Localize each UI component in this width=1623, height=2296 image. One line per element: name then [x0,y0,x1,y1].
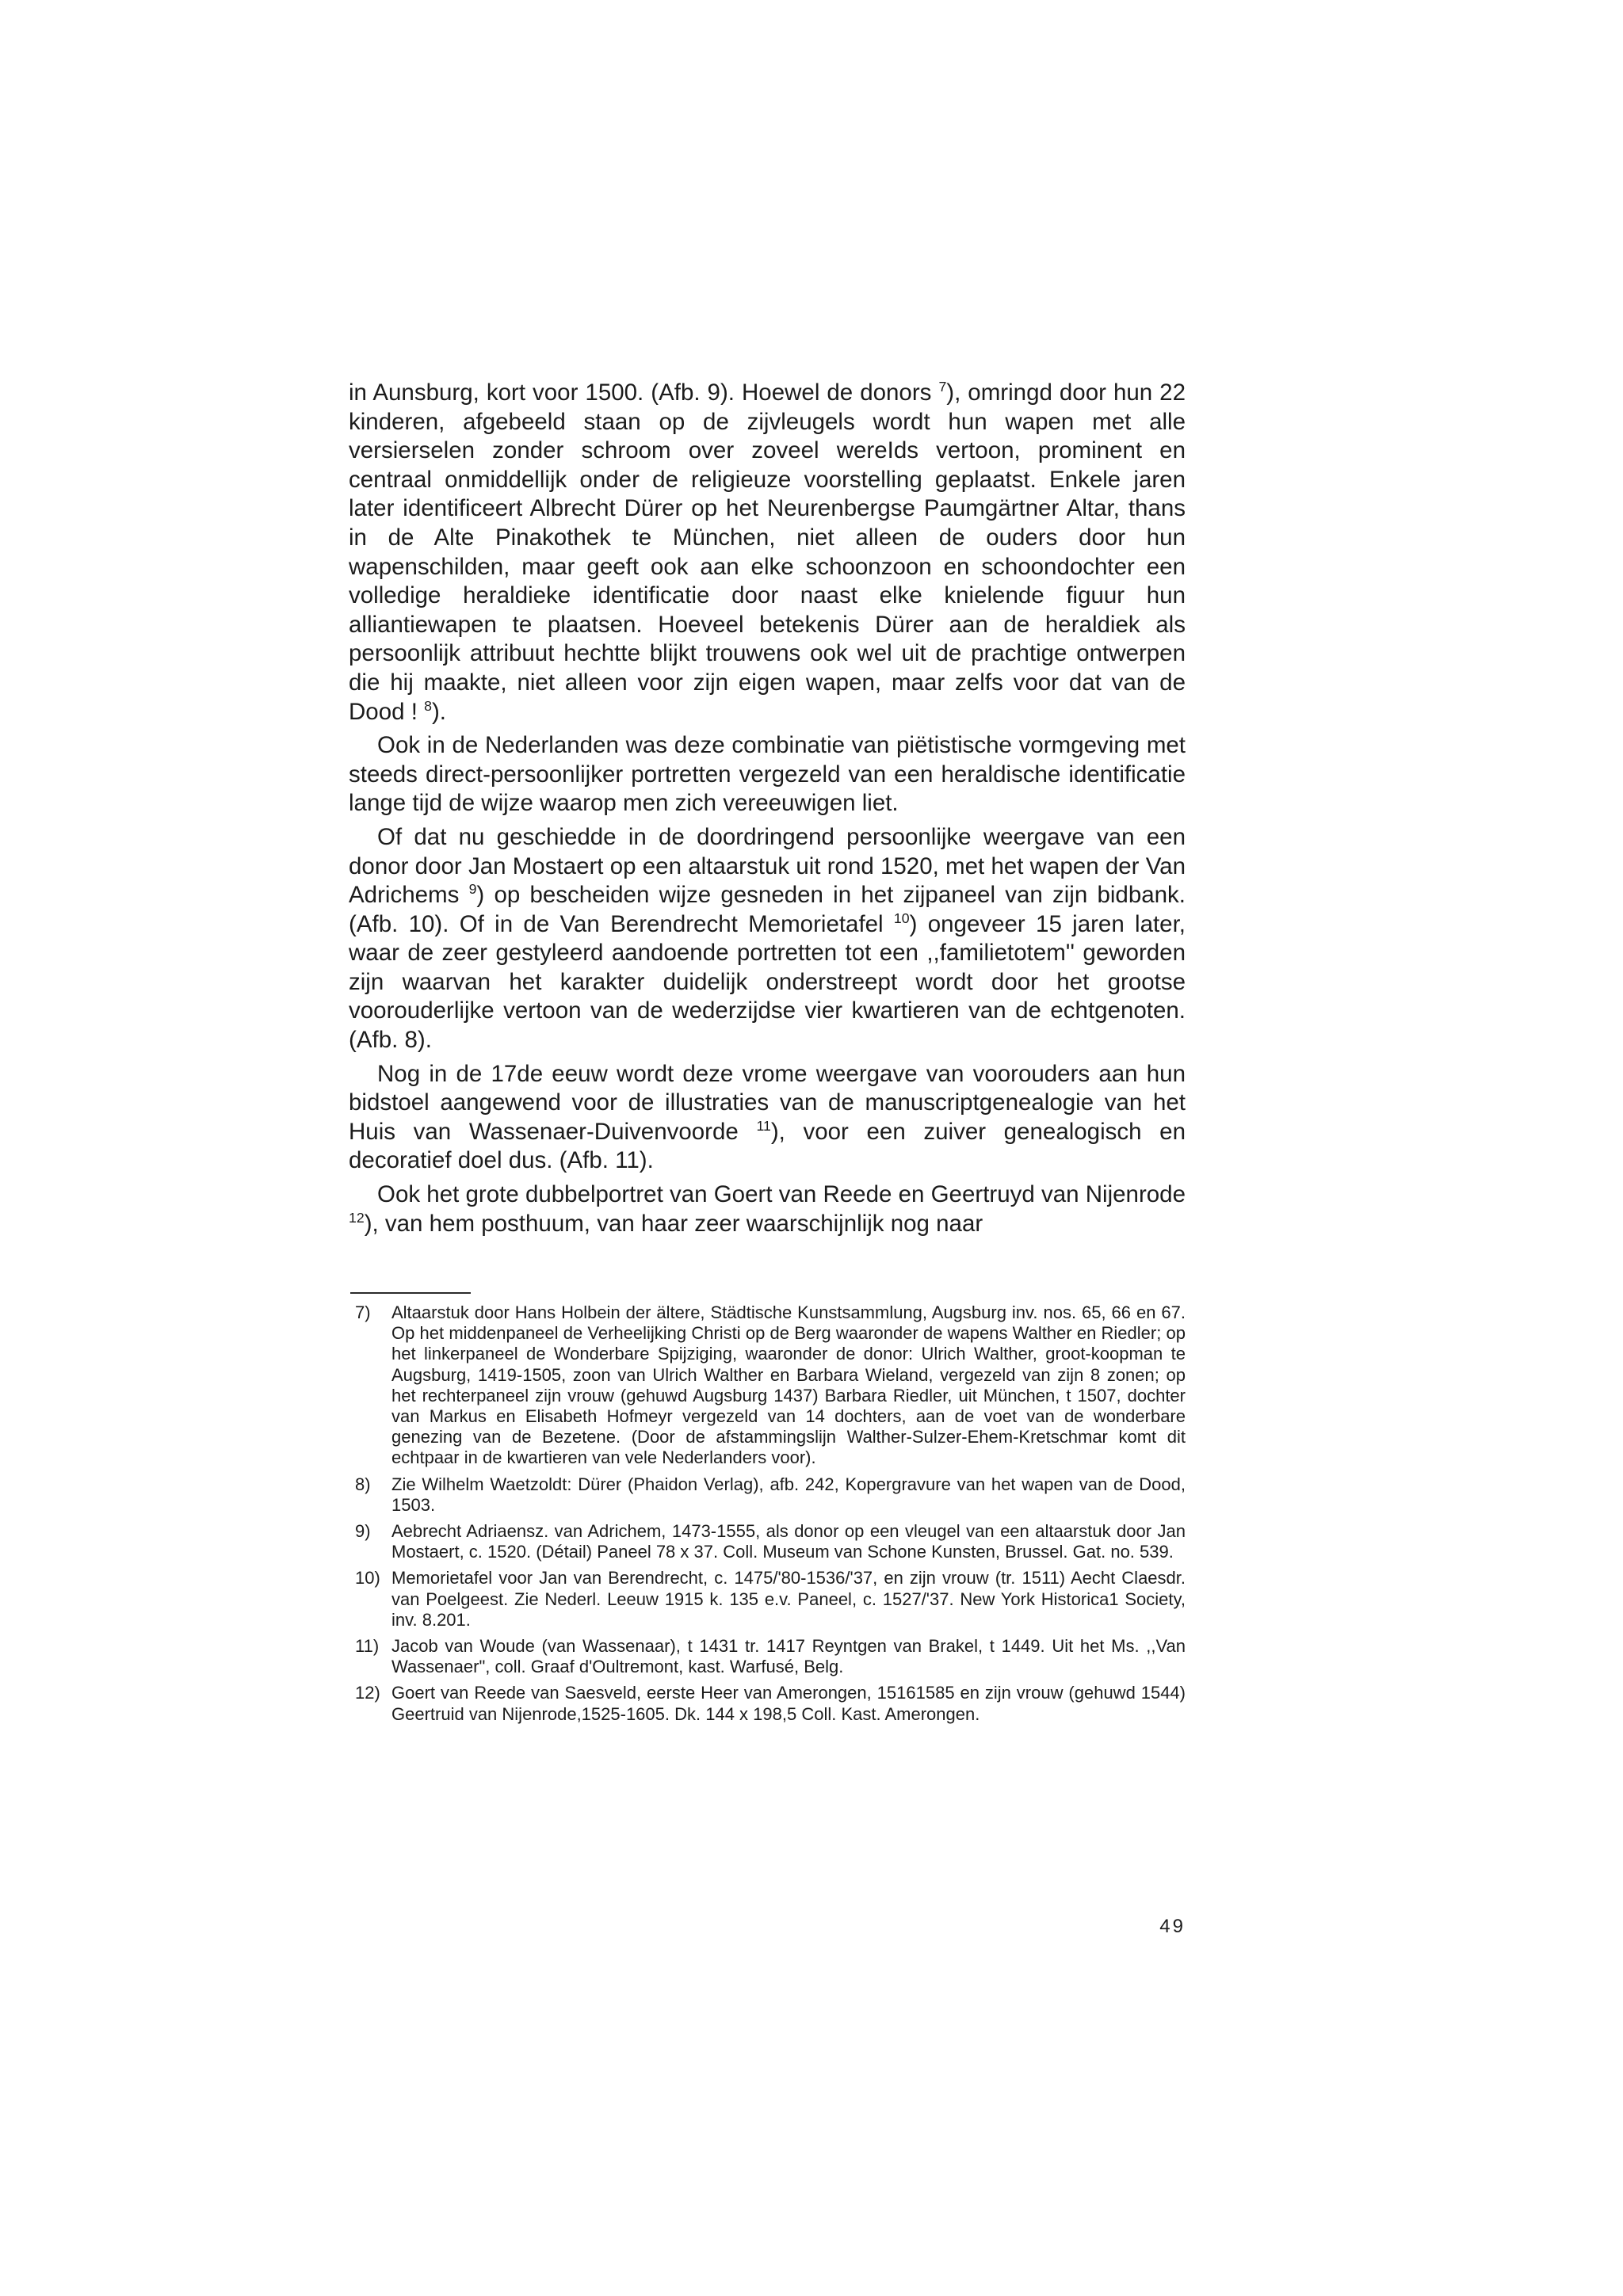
footnote-10 [350,1568,1186,1630]
text-run: Of dat nu geschiedde in de doordringend persoonlijke weergave van een donor door Jan Mostaert op een altaarstuk uit rond 1520, met het wapen der Van Adrichems [349,823,1186,909]
text-run: in Aunsburg, kort voor 1500. (Afb. 9). Hoewel de donors [349,379,939,406]
page-number: 49 [1159,1916,1186,1937]
footnote-text: Memorietafel voor Jan van Berendrecht, c. 1475/'80-1536/'37, en zijn vrouw (tr. 1511) Aecht Claesdr. van Poelgeest. Zie Nederl. Leeuw 1915 k. 135 e.v. Paneel, c. 1527/'37. New York Historica1 Society, inv. 8.201. [391,1568,1186,1630]
footnote-text: Zie Wilhelm Waetzoldt: Dürer (Phaidon Verlag), afb. 242, Kopergravure van het wapen van de Dood, 1503. [391,1474,1186,1515]
footnote-text: Altaarstuk door Hans Holbein der ältere, Städtische Kunstsammlung, Augsburg inv. nos. 65, 66 en 67. Op het middenpaneel de Verheelijking Christi op de Berg waaronder de wapens Walther en Riedler; op het linkerpaneel de Wonderbare Spijziging, waaronder de donor: Ulrich Walther, groot-koopman te Augsburg, 1419-1505, zoon van Ulrich Walther en Barbara Wieland, vergezeld van zijn 8 zonen; op het rechterpaneel zijn vrouw (gehuwd Augsburg 1437) Barbara Riedler, uit München, t 1507, dochter van Markus en Elisabeth Hofmeyr vergezeld van 14 dochters, aan de voet van de wonderbare genezing van de Bezetene. (Door de afstammingslijn Walther-Sulzer-Ehem-Kretschmar komt dit echtpaar in de kwartieren van vele Nederlanders voor). [391,1302,1186,1468]
footnote-number: 8) [355,1474,371,1494]
footnote-number: 12) [355,1683,380,1703]
footnote-11 [350,1636,1186,1677]
footnote-ref: 12 [349,1209,365,1226]
text-run: ) op bescheiden wijze gesneden in het zijpaneel van zijn bidbank. (Afb. 10). Of in de Van Berendrecht Memorietafel [349,882,1186,937]
text-run: ), van hem posthuum, van haar zeer waarschijnlijk nog naar [364,1210,983,1237]
footnotes [350,1302,1186,1730]
paragraph-5 [349,1180,1186,1238]
paragraph-1 [349,379,1186,727]
paragraph-4 [349,1060,1186,1176]
text-run: Nog in de 17de eeuw wordt deze vrome weergave van voorouders aan hun bidstoel aangewend voor de illustraties van de manuscriptgenealogie van het Huis van Wassenaer-Duivenvoorde [349,1060,1186,1145]
text-run: Ook het grote dubbelportret van Goert van Reede en Geertruyd van Nijenrode [377,1181,1186,1208]
footnote-ref: 10 [893,910,910,926]
footnote-ref: 11 [756,1118,771,1135]
paragraph-3 [349,823,1186,1055]
footnote-ref: 7 [938,379,947,395]
footnote-7 [350,1302,1186,1469]
footnote-ref: 9 [468,881,477,898]
footnote-text: Jacob van Woude (van Wassenaar), t 1431 tr. 1417 Reyntgen van Brakel, t 1449. Uit het Ms. ,,Van Wassenaer", coll. Graaf d'Oultremont, kast. Warfusé, Belg. [391,1636,1186,1677]
footnote-12 [350,1683,1186,1724]
footnote-number: 10) [355,1568,380,1589]
footnote-separator [350,1292,471,1294]
footnote-9 [350,1521,1186,1562]
text-run: ) ongeveer 15 jaren later, waar de zeer gestyleerd aandoende portretten tot een ,,familietotem'' geworden zijn waarvan het karakter duidelijk onderstreept wordt door het grootse voorouderlijke vertoon van de wederzijdse vier kwartieren van de echtgenoten. (Afb. 8). [349,910,1186,1054]
footnote-ref: 8 [424,697,432,714]
paragraph-2 [349,731,1186,818]
footnote-text: Aebrecht Adriaensz. van Adrichem, 1473-1555, als donor op een vleugel van een altaarstuk door Jan Mostaert, c. 1520. (Détail) Paneel 78 x 37. Coll. Museum van Schone Kunsten, Brussel. Gat. no. 539. [391,1521,1186,1562]
footnote-number: 7) [355,1302,371,1322]
text-run: Ook in de Nederlanden was deze combinatie van piëtistische vormgeving met steeds direct-persoonlijker portretten vergezeld van een heraldische identificatie lange tijd de wijze waarop men zich vereeuwigen liet. [349,732,1186,817]
footnote-number: 11) [355,1636,380,1657]
text-run: ), voor een zuiver genealogisch en decoratief doel dus. (Afb. 11). [349,1118,1186,1174]
footnote-number: 9) [355,1521,371,1542]
text-run: ), omringd door hun 22 kinderen, afgebeeld staan op de zijvleugels wordt hun wapen met alle versierselen zonder schroom over zoveel wereIds vertoon, prominent en centraal onmiddellijk onder de religieuze voorstelling geplaatst. Enkele jaren later identificeert Albrecht Dürer op het Neurenbergse Paumgärtner Altar, thans in de Alte Pinakothek te München, niet alleen de ouders door hun wapenschilden, maar geeft ook aan elke schoonzoon en schoondochter een volledige heraldieke identificatie door naast elke knielende figuur hun alliantiewapen te plaatsen. Hoeveel betekenis Dürer aan de heraldiek als persoonlijk attribuut hechtte blijkt trouwens ook wel uit de prachtige ontwerpen die hij maakte, niet alleen voor zijn eigen wapen, maar zelfs voor dat van de Dood ! [349,379,1186,725]
footnote-text: Goert van Reede van Saesveld, eerste Heer van Amerongen, 15161585 en zijn vrouw (gehuwd 1544) Geertruid van Nijenrode,1525-1605. Dk. 144 x 198,5 Coll. Kast. Amerongen. [391,1683,1186,1724]
footnote-8 [350,1474,1186,1516]
text-run: ). [431,698,446,725]
body-text [349,379,1186,1238]
